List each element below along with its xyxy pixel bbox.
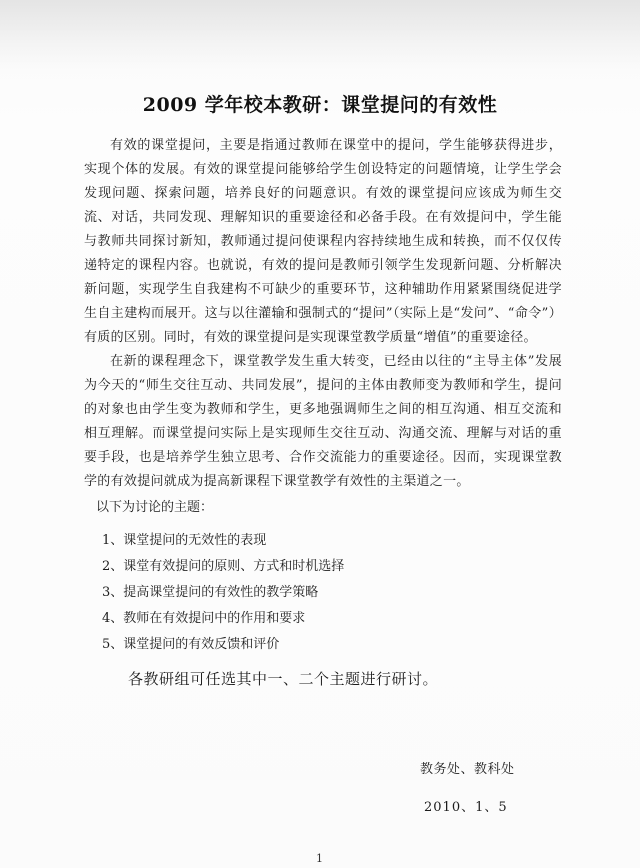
topics-list [84,528,562,658]
page-number: 1 [316,852,323,865]
topic-item: 4、教师在有效提问中的作用和要求 [102,611,306,626]
closing-note: 各教研组可任选其中一、二个主题进行研讨。 [128,670,439,688]
paragraph-1: 有效的课堂提问，主要是指通过教师在课堂中的提问，学生能够获得进步，实现个体的发展。有效的课堂提问能够给学生创设特定的问题情境，让学生学会发现问题、探索问题，培养良好的问题意识。有效的课堂提问应该成为师生交流、对话，共同发现、理解知识的重要途径和必备手段。在有效提问中，学生能与教师共同探讨新知，教师通过提问使课程内容持续地生成和转换，而不仅仅传递特定的课程内容。也就说，有效的提问是教师引领学生发现新问题、分析解决新问题，实现学生自我建构不可缺少的重要环节，这种辅助作用紧紧围绕促进学生自主建构而展开。这与以往灌输和强制式的“提问”（实际上是“发问”、“命令”）有质的区别。同时，有效的课堂提问是实现课堂教学质量“增值”的重要途径。 [84,138,562,345]
topic-item: 1、课堂提问的无效性的表现 [102,533,267,548]
document-title: 2009 学年校本教研：课堂提问的有效性 [142,94,498,116]
scan-shadow [0,0,640,70]
topic-item: 3、提高课堂提问的有效性的教学策略 [102,585,319,600]
document-body [84,134,562,692]
signer: 教务处、教科处 [420,762,515,777]
date: 2010、1、5 [424,800,508,815]
paragraph-2: 在新的课程理念下，课堂教学发生重大转变，已经由以往的“主导主体”发展为今天的“师生交往互动、共同发展”，提问的主体由教师变为教师和学生，提问的对象也由学生变为教师和学生，更多地强调师生之间的相互沟通、相互交流和相互理解。而课堂提问实际上是实现师生交往互动、沟通交流、理解与对话的重要手段，也是培养学生独立思考、合作交流能力的重要途径。因而，实现课堂教学的有效提问就成为提高新课程下课堂教学有效性的主渠道之一。 [84,354,562,489]
topic-item: 2、课堂有效提问的原则、方式和时机选择 [102,559,345,574]
topics-intro: 以下为讨论的主题： [96,500,214,515]
topic-item: 5、课堂提问的有效反馈和评价 [102,637,280,652]
